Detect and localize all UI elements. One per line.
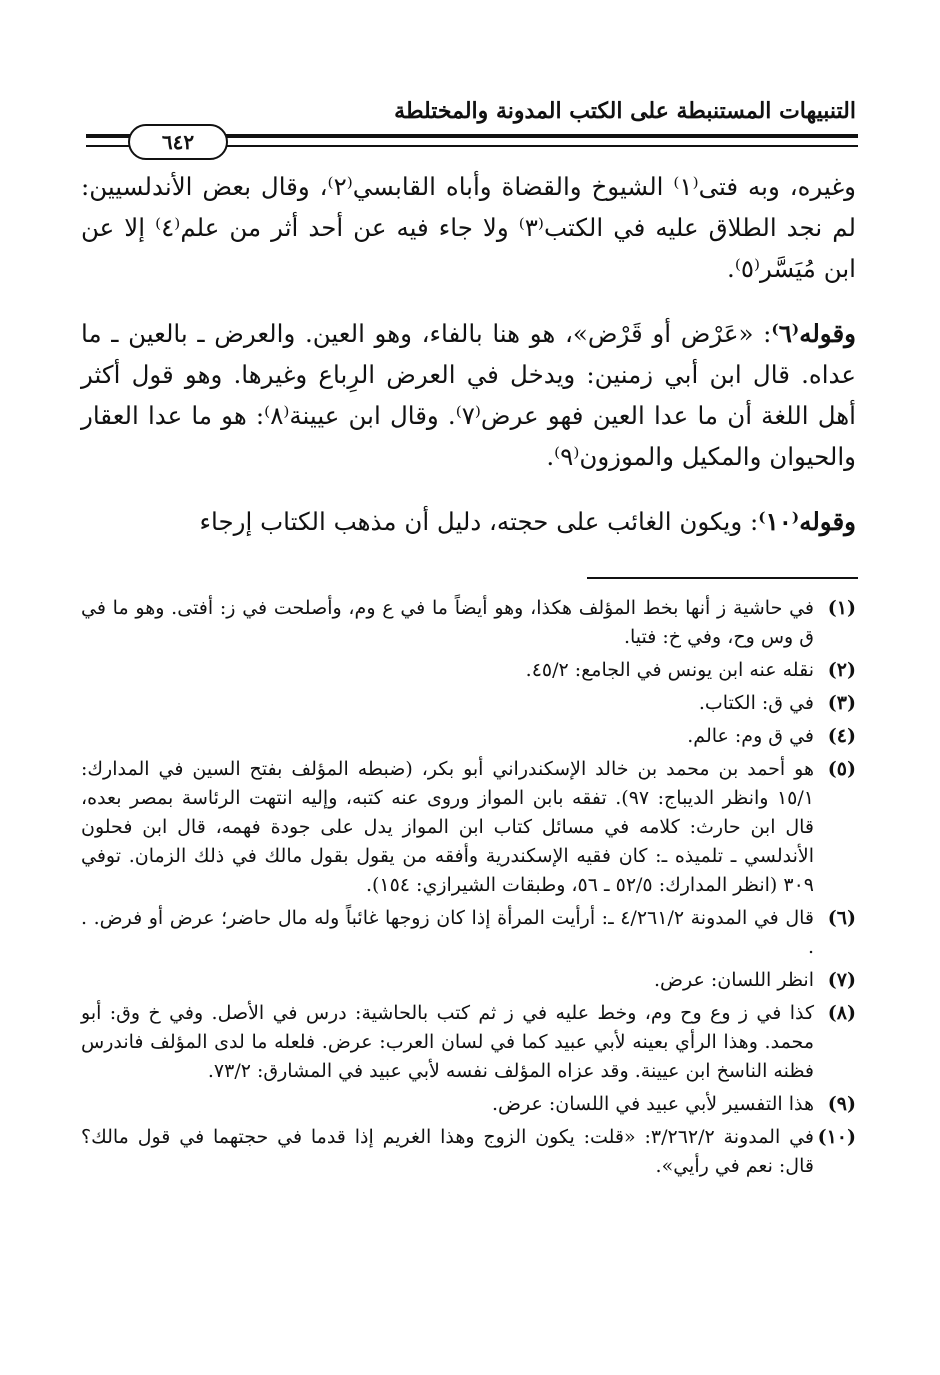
running-title: التنبيهات المستنبطة على الكتب المدونة والمختلطة <box>394 98 856 124</box>
paragraph <box>81 313 856 477</box>
footnote-number: (٩) <box>827 1093 856 1115</box>
footnote <box>81 1090 856 1119</box>
footnote-number: (٥) <box>827 758 856 780</box>
footnote <box>81 904 856 962</box>
paragraph <box>81 166 856 289</box>
footnote-text: هذا التفسير لأبي عبيد في اللسان: عرض. <box>491 1093 814 1115</box>
footnote-number: (١) <box>827 597 856 619</box>
footnote-text: في ق وم: عالم. <box>687 725 814 747</box>
main-text <box>81 166 856 542</box>
footnote-text: في حاشية ز أنها بخط المؤلف هكذا، وهو أيضاً ما في ع وم، وأصلحت في ز: أفتى. وهو ما في ق وس وح، وفي خ: فتيا. <box>81 597 814 648</box>
paragraph-lead: وقوله⁽١٠⁾ <box>758 507 856 536</box>
footnote <box>81 999 856 1086</box>
paragraph <box>81 501 856 542</box>
footnote-number: (٣) <box>827 692 856 714</box>
footnote <box>81 722 856 751</box>
footnotes <box>81 594 856 1185</box>
footnote-text: في ق: الكتاب. <box>698 692 814 714</box>
paragraph-lead: وقوله⁽٦⁾ <box>771 319 856 348</box>
footnote-number: (٧) <box>827 969 856 991</box>
footnote-separator <box>587 577 858 579</box>
footnote-number: (٢) <box>827 659 856 681</box>
footnote-number: (٤) <box>827 725 856 747</box>
footnote <box>81 966 856 995</box>
page-number: ٦٤٢ <box>128 124 228 160</box>
footnote <box>81 689 856 718</box>
footnote <box>81 755 856 900</box>
footnote-number: (٦) <box>827 907 856 929</box>
footnote <box>81 656 856 685</box>
footnote <box>81 1123 856 1181</box>
footnote-text: قال في المدونة ٤/٢٦١/٢ ـ: أرأيت المرأة إذا كان زوجها غائباً وله مال حاضر؛ عرض أو فرض. . . <box>81 907 814 958</box>
footnote-number: (١٠) <box>817 1126 856 1148</box>
footnote <box>81 594 856 652</box>
footnote-text: في المدونة ٣/٢٦٢/٢: «قلت: يكون الزوج وهذا الغريم إذا قدما في حجتهما في قول مالك؟ قال: نعم في رأيي». <box>81 1126 814 1177</box>
footnote-text: انظر اللسان: عرض. <box>654 969 814 991</box>
paragraph-text: : ويكون الغائب على حجته، دليل أن مذهب الكتاب إرجاء <box>199 507 759 536</box>
footnote-text: هو أحمد بن محمد بن خالد الإسكندراني أبو بكر، (ضبطه المؤلف بفتح السين في المدارك: ١٥/١ وانظر الديباج: ٩٧). تفقه بابن المواز وروى عنه كتبه، وإليه انتهت الرئاسة بمصر بعده، قال ابن حارث: كلامه في مسائل كتاب ابن المواز يدل على جودة فهمه، قال ابن فحلون الأندلسي ـ تلميذه ـ: كان فقيه الإسكندرية وأفقه من يقول بقول مالك في ذلك الزمان. توفي ٣٠٩ (انظر المدارك: ٥٢/٥ ـ ٥٦، وطبقات الشيرازي: ١٥٤). <box>81 758 814 896</box>
paragraph-text: وغيره، وبه فتى⁽١⁾ الشيوخ والقضاة وأباه القابسي⁽٢⁾، وقال بعض الأندلسيين: لم نجد الطلاق عليه في الكتب⁽٣⁾ ولا جاء فيه عن أحد أثر من علم⁽٤⁾ إلا عن ابن مُيَسَّر⁽٥⁾. <box>81 172 856 283</box>
footnote-text: كذا في ز وع وح وم، وخط عليه في ز ثم كتب بالحاشية: درس في الأصل. وفي خ وق: أبو محمد. وهذا الرأي بعينه لأبي عبيد كما في لسان العرب: عرض. فلعله ما لدى المؤلف فاندرس فظنه الناسخ ابن عيينة. وقد عزاه المؤلف نفسه لأبي عبيد في المشارق: ٧٣/٢. <box>81 1002 814 1082</box>
footnote-text: نقله عنه ابن يونس في الجامع: ٤٥/٢. <box>525 659 814 681</box>
footnote-number: (٨) <box>827 1002 856 1024</box>
paragraph-text: : «عَرْض أو قَرْض»، هو هنا بالفاء، وهو العين. والعرض ـ بالعين ـ ما عداه. قال ابن أبي زمنين: ويدخل في العرض الرِباع وغيرها. وهو قول أكثر أهل اللغة أن ما عدا العين فهو عرض⁽٧⁾. وقال ابن عيينة⁽٨⁾: هو ما عدا العقار والحيوان والمكيل والموزون⁽٩⁾. <box>81 319 856 471</box>
